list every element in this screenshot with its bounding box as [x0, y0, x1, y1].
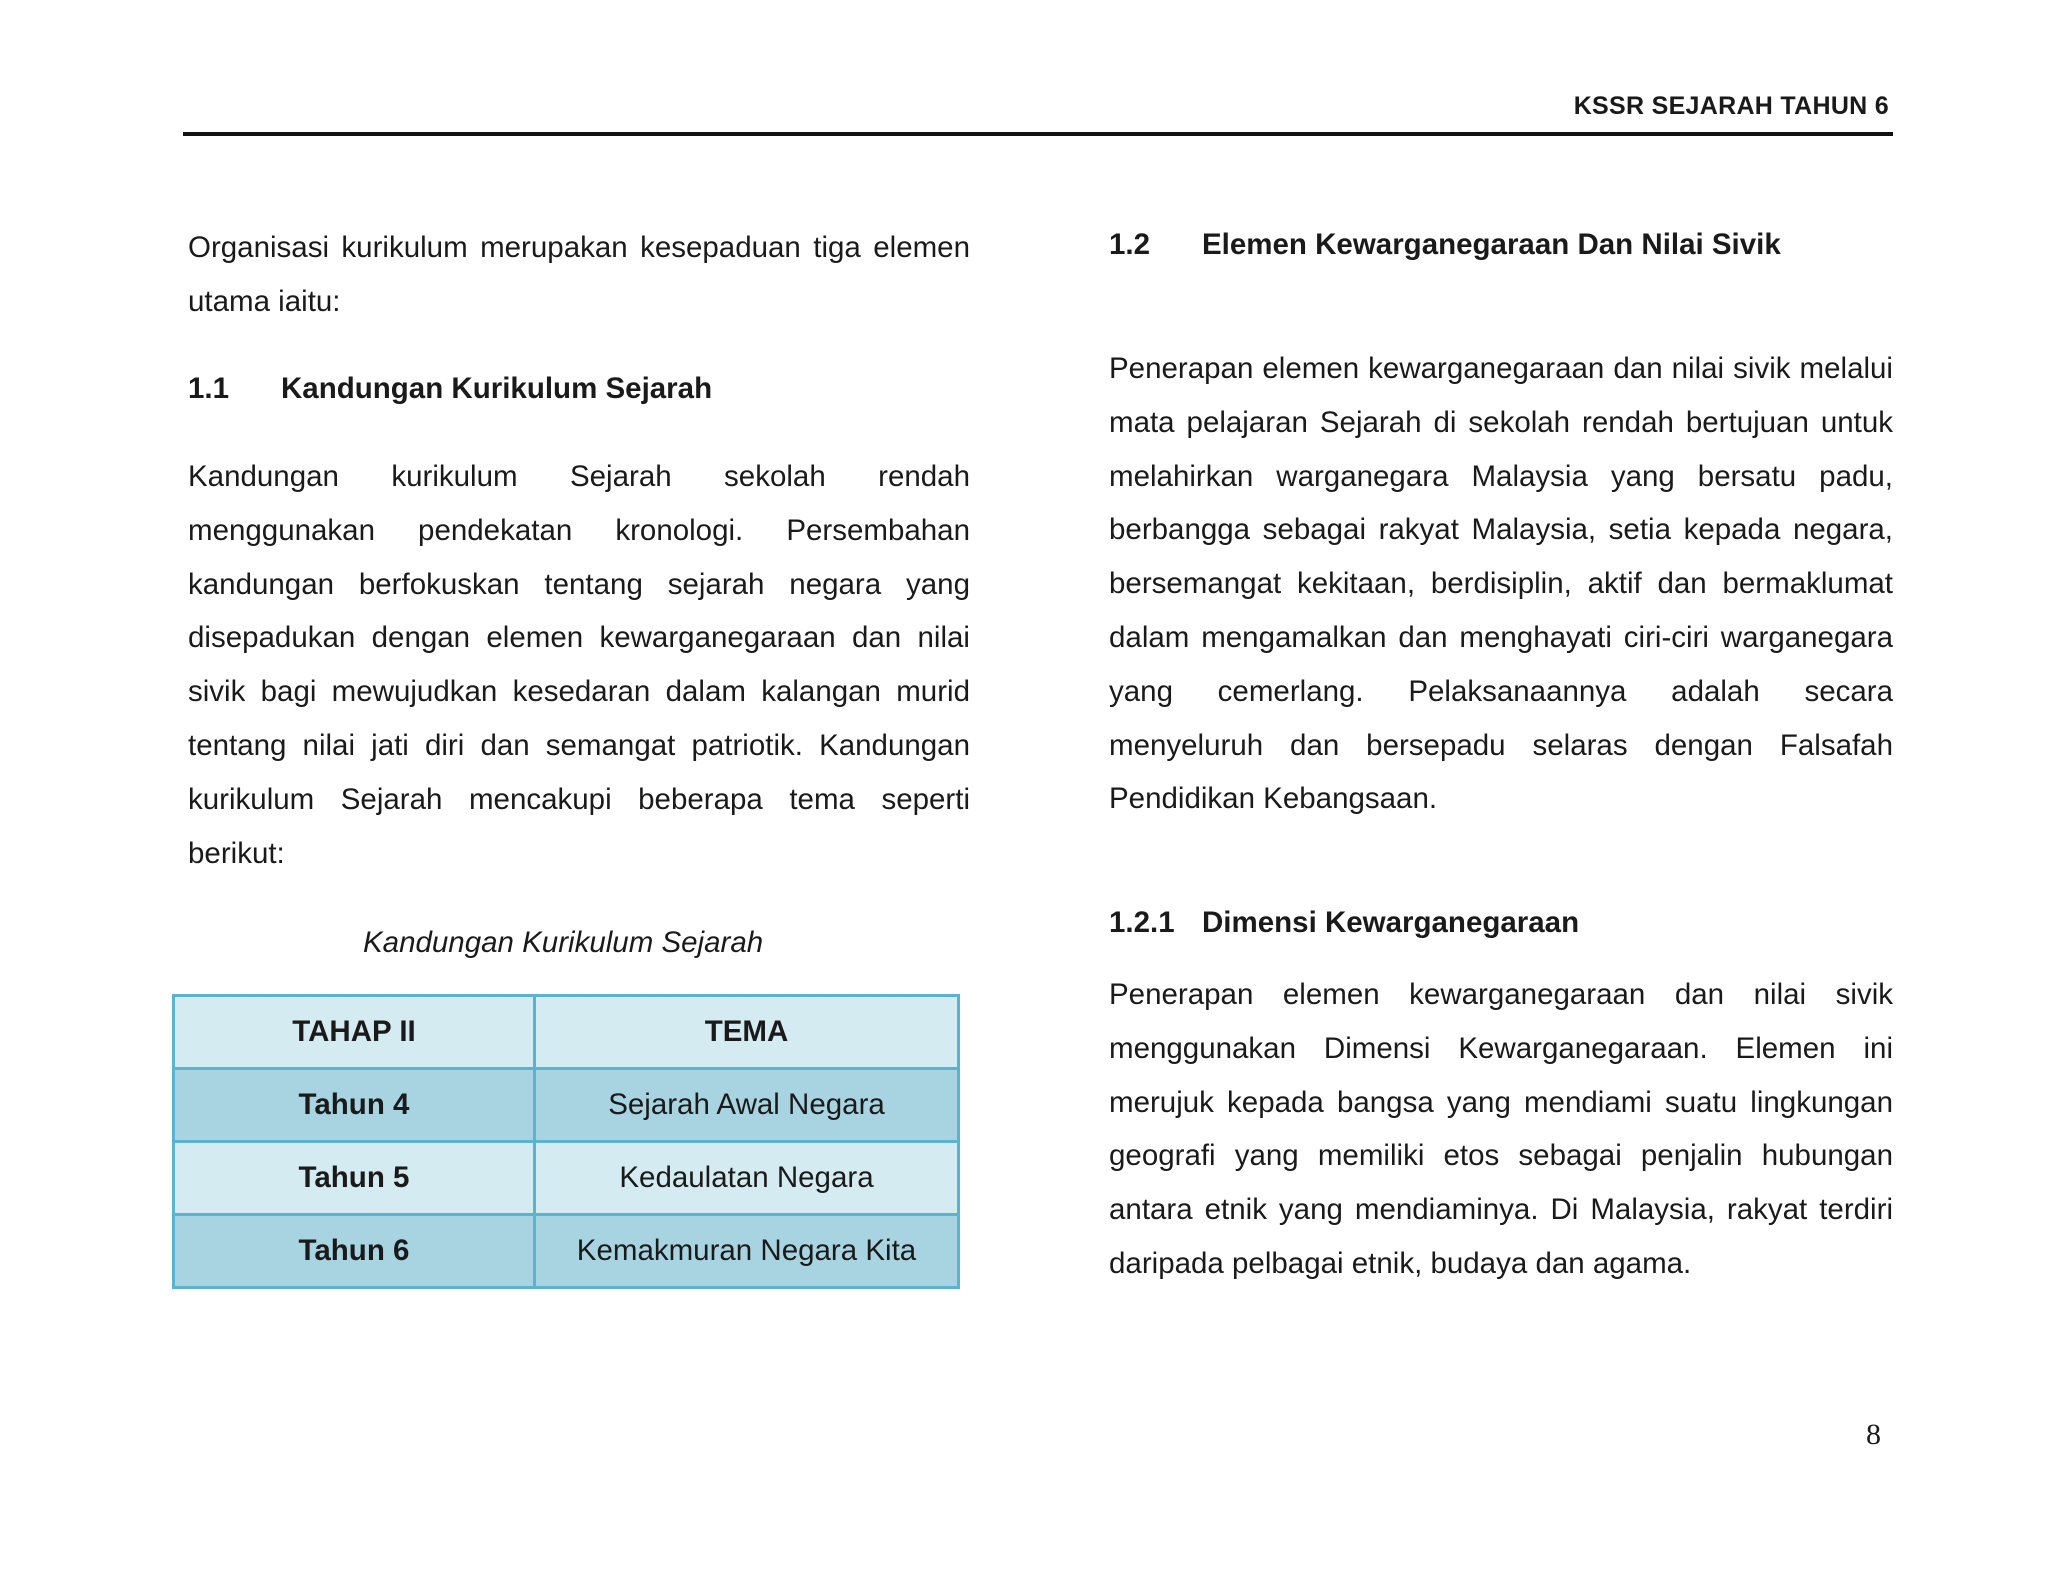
section-title: Kandungan Kurikulum Sejarah — [281, 372, 713, 405]
kandungan-paragraph: Kandungan kurikulum Sejarah sekolah rendah menggunakan pendekatan kronologi. Persembahan kandungan berfokuskan tentang sejarah negara yang disepadukan dengan elemen kewarganegaraan dan nilai sivik bagi mewujudkan kesedaran dalam kalangan murid tentang nilai jati diri dan semangat patriotik. Kandungan kurikulum Sejarah mencakupi beberapa tema seperti berikut: — [188, 460, 970, 870]
section-number: 1.2 — [1109, 228, 1151, 261]
section-1-1-heading — [188, 372, 712, 406]
kewarganegaraan-paragraph: Penerapan elemen kewarganegaraan dan nilai sivik melalui mata pelajaran Sejarah di sekolah rendah bertujuan untuk melahirkan warganegara Malaysia yang bersatu padu, berbangga sebagai rakyat Malaysia, setia kepada negara, bersemangat kekitaan, berdisiplin, aktif dan bermaklumat dalam mengamalkan dan menghayati ciri-ciri warganegara yang cemerlang. Pelaksanaannya adalah secara menyeluruh dan bersepadu selaras dengan Falsafah Pendidikan Kebangsaan. — [1109, 352, 1893, 816]
table-header-cell: TEMA — [535, 996, 959, 1069]
section-number: 1.2.1 — [1109, 906, 1175, 939]
table-row — [174, 1142, 959, 1215]
table-cell-tahun: Tahun 5 — [174, 1142, 535, 1215]
section-title: Elemen Kewarganegaraan Dan Nilai Sivik — [1202, 228, 1781, 261]
table-cell-tema: Sejarah Awal Negara — [535, 1069, 959, 1142]
page-number: 8 — [1866, 1418, 1881, 1451]
kandungan-table — [172, 994, 960, 1289]
table-cell-tema: Kedaulatan Negara — [535, 1142, 959, 1215]
table-header-row — [174, 996, 959, 1069]
table-row — [174, 1215, 959, 1288]
header-title: KSSR SEJARAH TAHUN 6 — [1573, 92, 1889, 120]
section-1-2-1-heading — [1109, 906, 1579, 940]
table-header-cell: TAHAP II — [174, 996, 535, 1069]
section-1-2-heading — [1109, 228, 1781, 262]
table-cell-tahun: Tahun 6 — [174, 1215, 535, 1288]
table-cell-tahun: Tahun 4 — [174, 1069, 535, 1142]
dimensi-paragraph: Penerapan elemen kewarganegaraan dan nilai sivik menggunakan Dimensi Kewarganegaraan. Elemen ini merujuk kepada bangsa yang mendiami suatu lingkungan geografi yang memiliki etos sebagai penjalin hubungan antara etnik yang mendiaminya. Di Malaysia, rakyat terdiri daripada pelbagai etnik, budaya dan agama. — [1109, 978, 1893, 1280]
table-caption: Kandungan Kurikulum Sejarah — [363, 926, 764, 959]
table-cell-tema: Kemakmuran Negara Kita — [535, 1215, 959, 1288]
page-header — [183, 92, 1893, 136]
table-row — [174, 1069, 959, 1142]
section-number: 1.1 — [188, 372, 230, 405]
intro-paragraph: Organisasi kurikulum merupakan kesepaduan tiga elemen utama iaitu: — [188, 231, 970, 318]
section-title: Dimensi Kewarganegaraan — [1202, 906, 1580, 939]
